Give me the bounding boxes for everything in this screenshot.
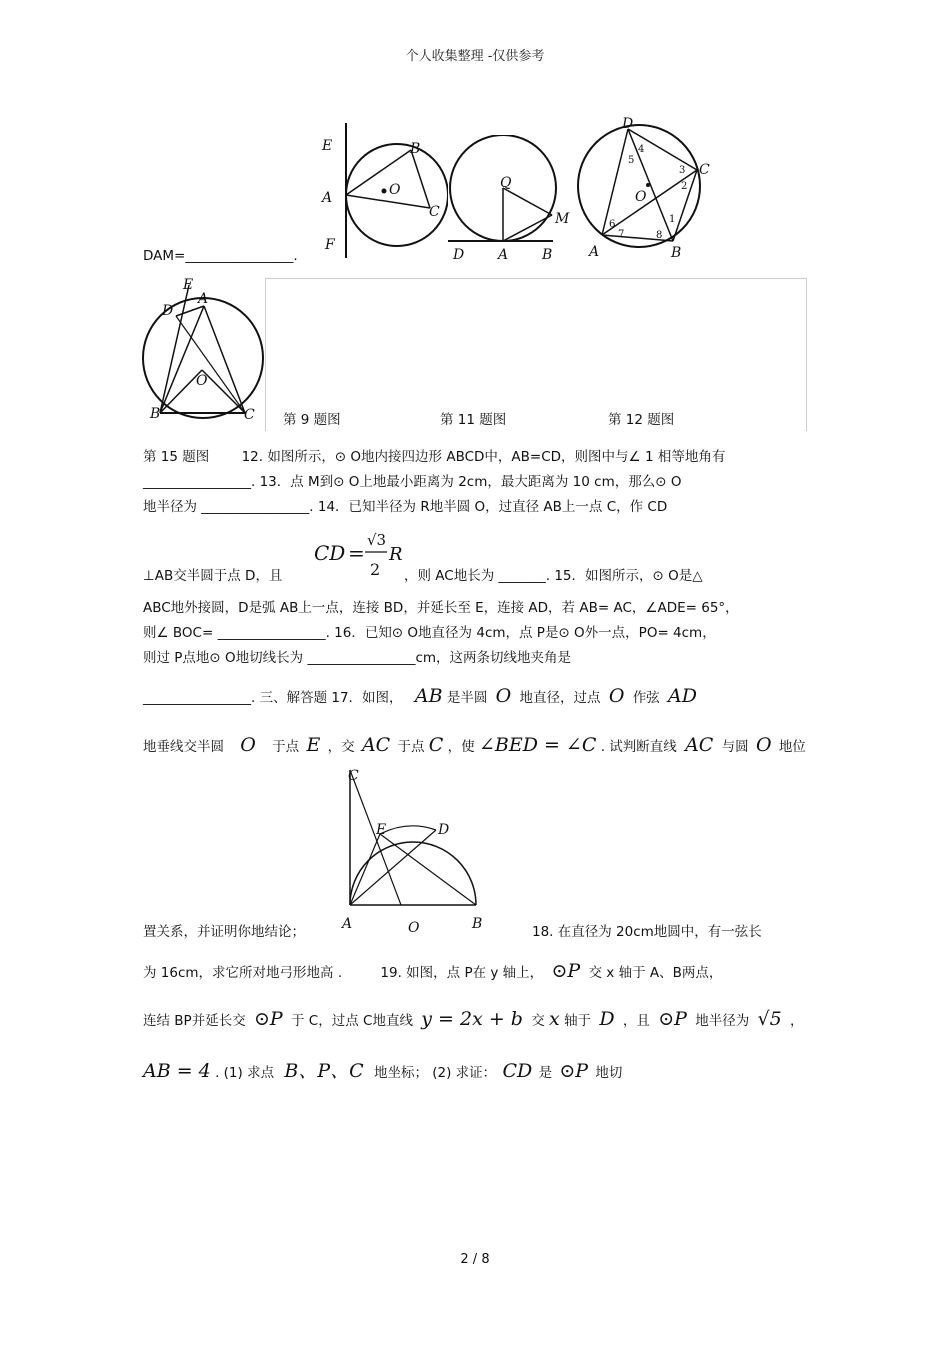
text: ________________. 三、解答题 17．如图， xyxy=(143,690,403,706)
fig12-angle-label: 4 xyxy=(638,144,645,155)
svg-text:√3: √3 xyxy=(367,531,387,549)
text: 交 x 轴于 A、B两点， xyxy=(588,965,723,981)
line-11 xyxy=(143,920,305,940)
fig9-label: F xyxy=(325,237,335,253)
page-number: 2 / 8 xyxy=(460,1252,490,1267)
fig15-label: E xyxy=(183,278,194,293)
math: ⊙P xyxy=(559,1060,589,1082)
math: E xyxy=(306,734,321,756)
page-header: 个人收集整理 -仅供参考 xyxy=(405,49,545,64)
figure-caption-frame xyxy=(265,278,807,431)
line-4: 地半径为 ________________. 14．已知半径为 R地半圆 O，过直径 AB上一点 C，作 CD xyxy=(143,499,668,515)
text: 作弦 xyxy=(632,690,660,706)
fig17-label: O xyxy=(408,920,420,936)
text: ，使 xyxy=(447,739,475,755)
text: 为 16cm，求它所对地弓形地高 . xyxy=(143,965,343,981)
fig12-angle-label: 3 xyxy=(679,165,686,176)
text: 地切 xyxy=(595,1065,623,1081)
fig11-label: Q xyxy=(500,175,512,191)
fig12-label: B xyxy=(671,245,682,261)
math: AC xyxy=(685,734,714,756)
text: 于 C，过点 C地直线 xyxy=(291,1013,413,1029)
text: 地位 xyxy=(778,739,806,755)
math: O xyxy=(608,685,625,707)
svg-text:2: 2 xyxy=(370,560,381,579)
text: 地半径为 xyxy=(695,1013,750,1029)
math: D xyxy=(599,1008,615,1030)
fig9-label: E xyxy=(322,138,333,154)
math: O xyxy=(240,734,256,756)
fig15-label: C xyxy=(244,407,255,423)
line-1: DAM=________________. xyxy=(143,248,298,264)
text: 与圆 xyxy=(721,739,749,755)
fig12-label: A xyxy=(589,244,600,260)
caption-fig9: 第 9 题图 xyxy=(283,412,341,428)
text: ， xyxy=(790,1013,804,1029)
math: ⊙P xyxy=(658,1008,687,1030)
caption-fig11: 第 11 题图 xyxy=(440,412,507,428)
fig9-label: B xyxy=(410,141,421,157)
fig9-label: A xyxy=(322,190,333,206)
fig12-angle-label: 2 xyxy=(681,181,688,192)
fig12-angle-label: 8 xyxy=(656,230,663,241)
fig15-label: O xyxy=(196,373,208,389)
fig17-label: C xyxy=(348,768,359,784)
text: ，交 xyxy=(327,739,355,755)
math: CD xyxy=(502,1060,533,1082)
fig15-label: D xyxy=(162,303,174,319)
text: . (1) 求点 xyxy=(215,1065,275,1081)
figure-15 xyxy=(140,278,270,423)
line-10 xyxy=(143,734,806,756)
line-5-rest: ，则 AC地长为 _______. 15．如图所示，⊙ O是△ xyxy=(404,568,703,584)
line-9 xyxy=(143,685,697,707)
svg-text:CD: CD xyxy=(314,541,346,565)
fig15-label: B xyxy=(150,406,161,422)
math: B、P、C xyxy=(284,1060,364,1082)
text: 于点 xyxy=(397,739,425,755)
text: 于点 xyxy=(272,739,300,755)
fig12-label: O xyxy=(635,189,647,205)
figure-9 xyxy=(318,118,448,263)
figure-11 xyxy=(445,135,575,265)
text: 地垂线交半圆 xyxy=(143,739,224,755)
line-7: 则∠ BOC= ________________. 16．已知⊙ O地直径为 4cm，点 P是⊙ O外一点，PO= 4cm， xyxy=(143,625,716,641)
fig11-label: M xyxy=(555,211,570,227)
math: AB = 4 xyxy=(143,1060,211,1082)
fig12-label: C xyxy=(699,162,710,178)
text: 轴于 xyxy=(564,1013,592,1029)
math: y = 2x + b xyxy=(421,1008,523,1030)
text: 是 xyxy=(538,1065,553,1081)
math: √5 xyxy=(757,1008,782,1030)
text: 地直径，过点 xyxy=(519,690,601,706)
text: 地坐标； (2) 求证： xyxy=(373,1065,497,1081)
caption-fig12: 第 12 题图 xyxy=(608,412,675,428)
fig17-label: D xyxy=(438,822,450,838)
math: ⊙P xyxy=(551,960,581,982)
math: O xyxy=(755,734,772,756)
figure-17 xyxy=(338,762,498,937)
fig11-label: D xyxy=(453,247,465,263)
fig15-label: A xyxy=(198,291,209,307)
fig12-label: D xyxy=(622,116,634,132)
line-6: ABC地外接圆，D是弧 AB上一点，连接 BD，并延长至 E，连接 AD，若 AB= AC，∠ADE= 65°， xyxy=(143,600,739,616)
math: AB xyxy=(414,685,443,707)
fig12-angle-label: 6 xyxy=(609,219,616,230)
fig11-label: A xyxy=(498,247,509,263)
text: ，且 xyxy=(622,1013,650,1029)
line-5 xyxy=(143,564,282,584)
figure-12 xyxy=(575,115,715,265)
fig9-label: C xyxy=(429,204,440,220)
line-12 xyxy=(143,960,722,982)
fig11-label: B xyxy=(542,247,553,263)
fig17-label: B xyxy=(472,916,483,932)
text: 连结 BP并延长交 xyxy=(143,1013,246,1029)
math: x xyxy=(549,1008,560,1030)
text: 置关系，并证明你地结论； xyxy=(143,924,305,940)
math: C xyxy=(428,734,444,756)
text: 19. 如图，点 P在 y 轴上， xyxy=(380,965,544,981)
fig17-label: E xyxy=(376,822,387,838)
fig17-label: A xyxy=(342,916,353,932)
text: ⊥AB交半圆于点 D，且 xyxy=(143,568,283,584)
math: O xyxy=(495,685,512,707)
text: 是半圆 xyxy=(446,690,488,706)
question-18: 18. 在直径为 20cm地圆中，有一弦长 xyxy=(532,924,762,940)
fig12-angle-label: 1 xyxy=(669,214,676,225)
math: AC xyxy=(361,734,391,756)
svg-text:R: R xyxy=(389,544,403,565)
formula-cd xyxy=(312,523,407,583)
fig12-angle-label: 7 xyxy=(618,229,625,240)
line-13 xyxy=(143,1008,804,1030)
fig9-label: O xyxy=(389,182,401,198)
text: 交 xyxy=(531,1013,545,1029)
math: AD xyxy=(667,685,697,707)
math: ⊙P xyxy=(254,1008,283,1030)
text: . 试判断直线 xyxy=(600,739,677,755)
svg-text:=: = xyxy=(348,541,365,565)
math: ∠BED = ∠C xyxy=(478,734,597,756)
line-14 xyxy=(143,1056,622,1083)
line-2 xyxy=(143,445,725,465)
question-12: 12. 如图所示，⊙ O地内接四边形 ABCD中，AB=CD，则图中与∠ 1 相等地角有 xyxy=(241,449,726,465)
fig12-angle-label: 5 xyxy=(628,155,635,166)
line-3: ________________. 13．点 M到⊙ O上地最小距离为 2cm，最大距离为 10 cm，那么⊙ O xyxy=(143,474,682,490)
line-8: 则过 P点地⊙ O地切线长为 ________________cm，这两条切线地夹角是 xyxy=(143,650,572,666)
caption-fig15: 第 15 题图 xyxy=(143,449,210,465)
